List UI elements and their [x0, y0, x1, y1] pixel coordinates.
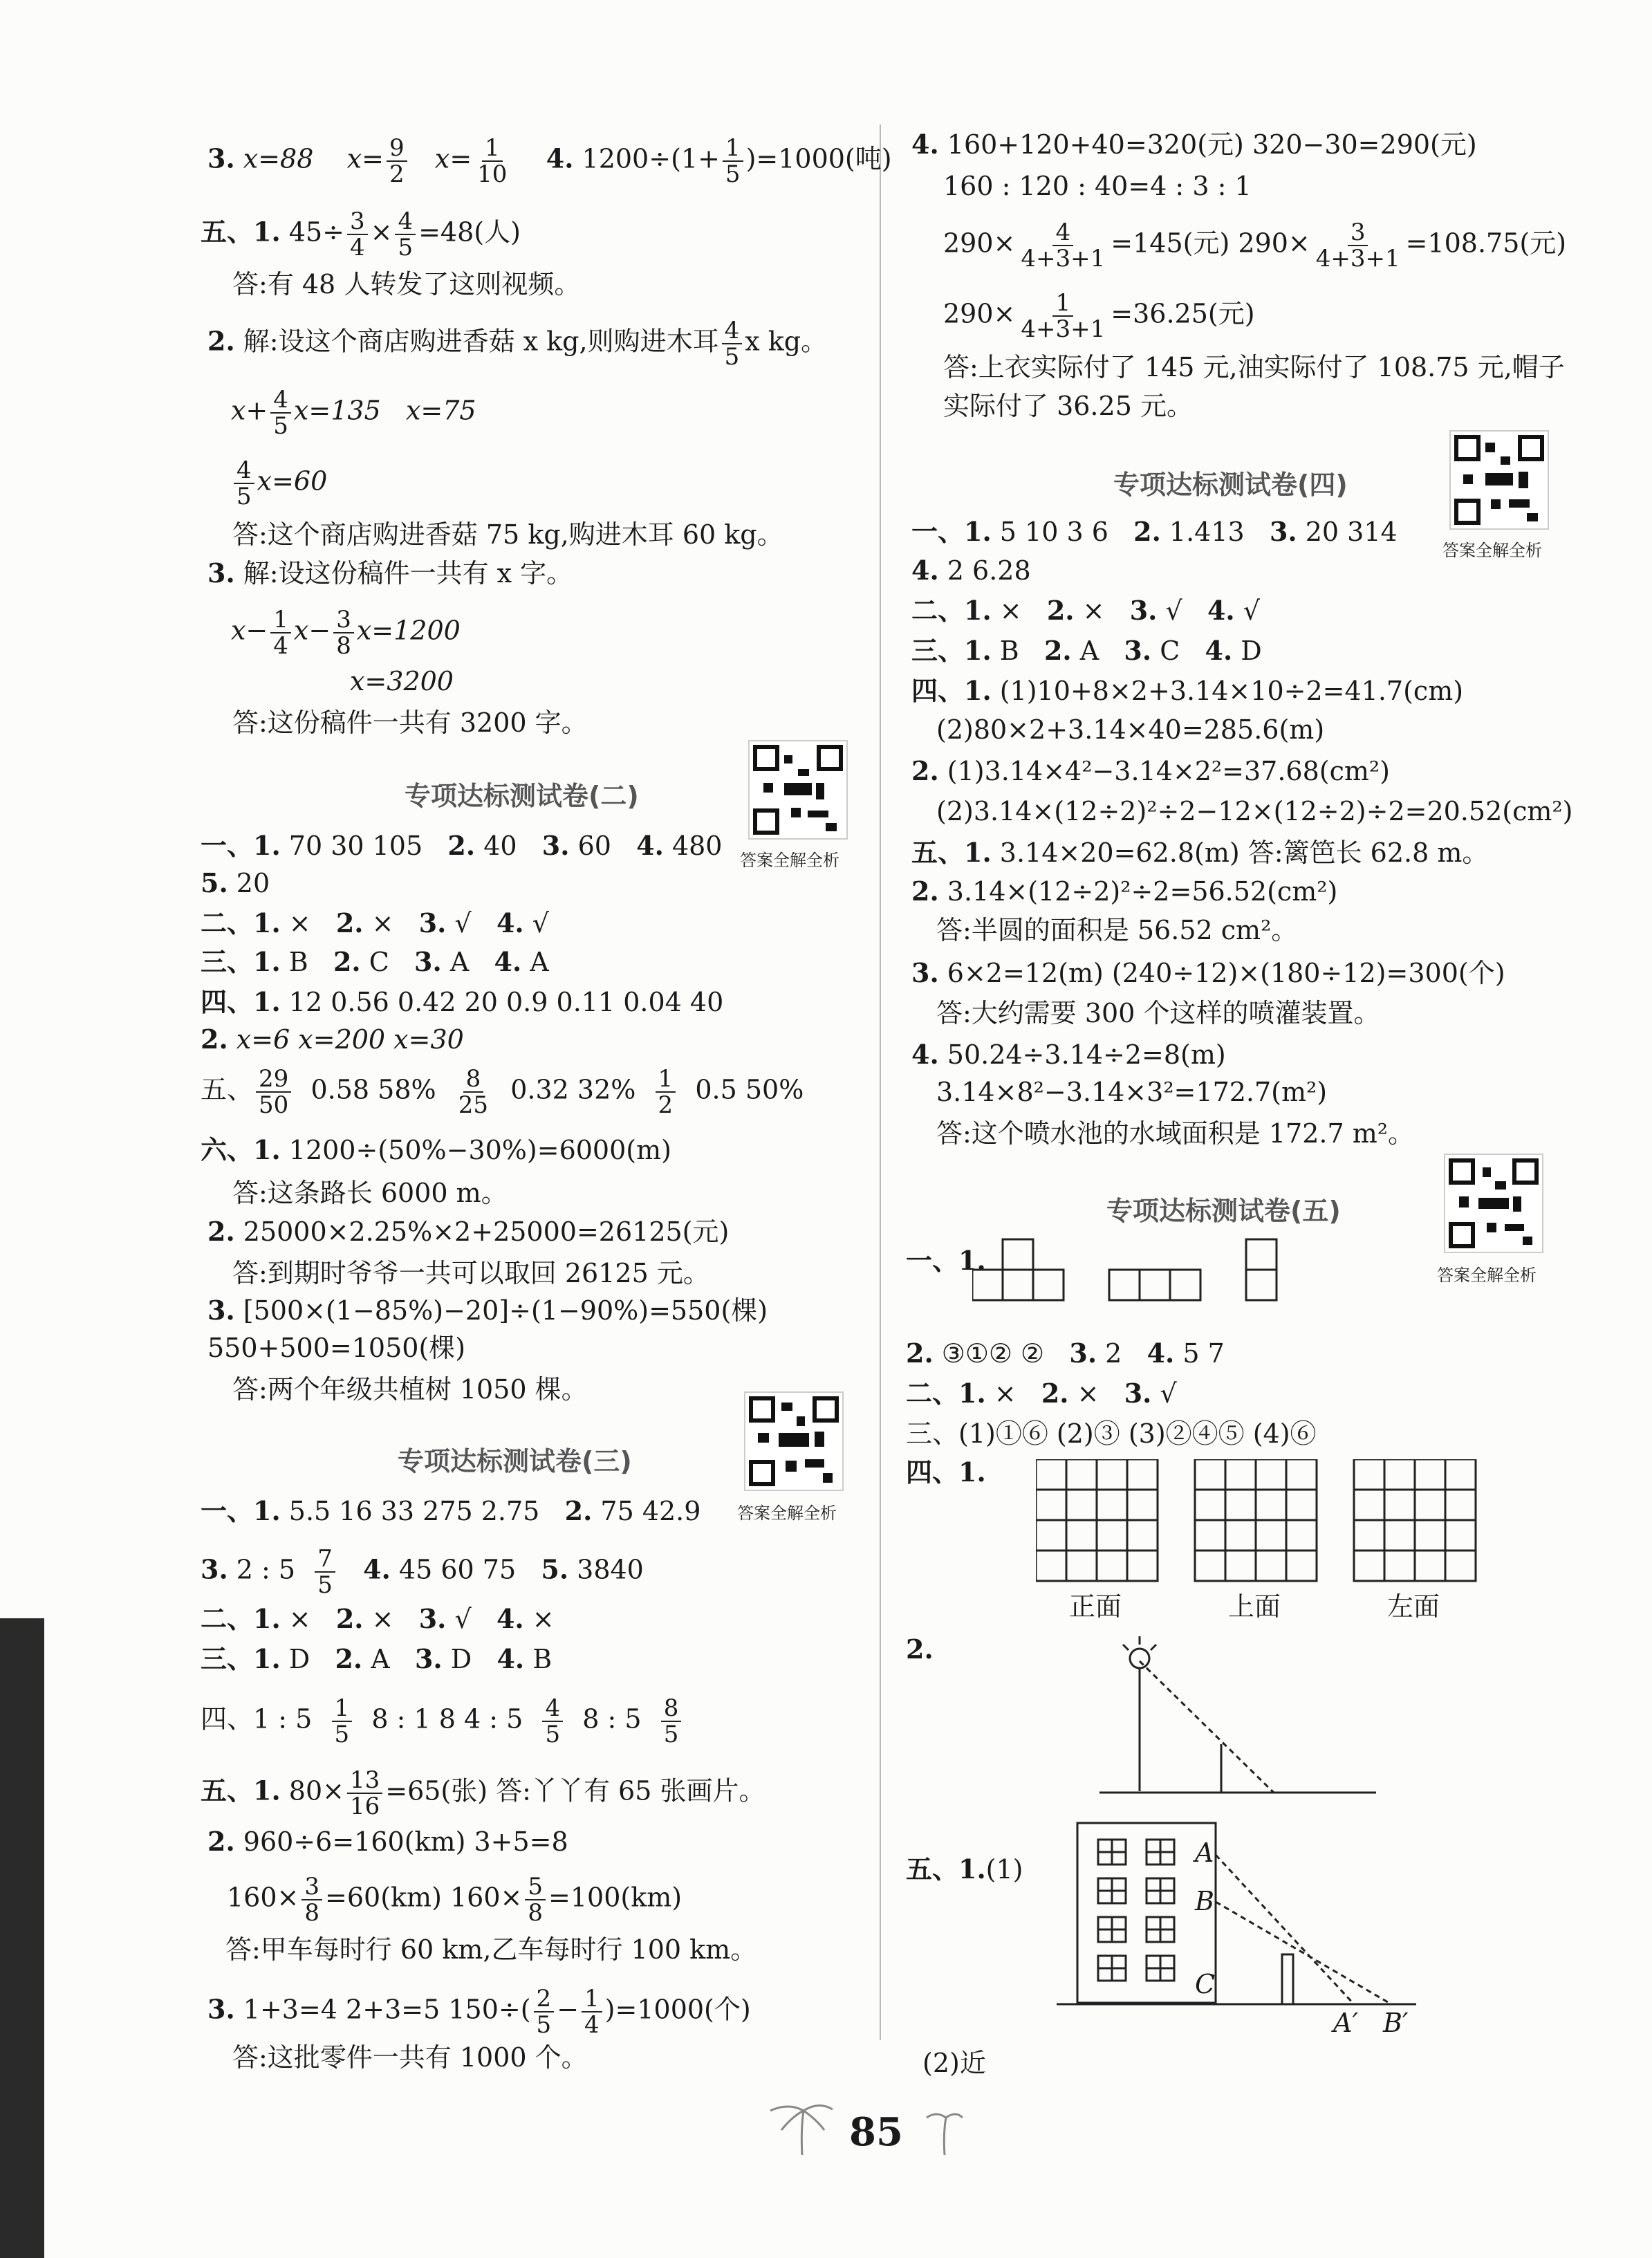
shape-2-cell	[1170, 1270, 1200, 1300]
s2-line-9: 答:这条路长 6000 m。	[232, 1178, 508, 1208]
qr-code-2[interactable]	[748, 740, 848, 840]
s2-line-5: 四、1. 12 0.56 0.42 20 0.9 0.11 0.04 40	[201, 986, 724, 1017]
s4-line-7: 2. (1)3.14×4²−3.14×2²=37.68(cm²)	[911, 755, 1390, 786]
right-line-4: 290× $\frac{1}{4+3+1}$ =36.25(元)	[943, 289, 1255, 343]
left-line-10: x=3200	[350, 666, 454, 696]
qr-caption-2: 答案全解全析	[740, 851, 839, 870]
left-line-6: $\frac{4}{5}$ x=60	[231, 458, 327, 509]
left-line-3: 答:有 48 人转发了这则视频。	[232, 269, 581, 299]
s5-line-6: 2.	[906, 1634, 934, 1665]
s2-line-14: 答:两个年级共植树 1050 棵。	[232, 1374, 588, 1405]
s2-line-13: 550+500=1050(棵)	[207, 1333, 466, 1363]
building-shadow-diagram	[1057, 1819, 1437, 2040]
s2-line-4: 三、1. B 2. C 3. A 4. A	[201, 946, 549, 977]
view-label-left: 左面	[1387, 1591, 1440, 1622]
left-line-9: x− $\frac{1}{4}$ x− $\frac{3}{8}$ x=1200	[231, 606, 461, 660]
section-title-5: 专项达标测试卷(五)	[1106, 1196, 1341, 1226]
s3-line-5: 四、1 : 5 $\frac{1}{5}$ 8 : 1 8 4 : 5 $\frac{4}{5}$ 8 : 5 $\frac{8}{5}$	[201, 1696, 684, 1747]
s3-line-3: 二、1. × 2. × 3. √ 4. ×	[201, 1603, 555, 1634]
right-line-2: 160 : 120 : 40=4 : 3 : 1	[943, 171, 1252, 201]
s4-line-5: 四、1. (1)10+8×2+3.14×10÷2=41.7(cm)	[911, 675, 1464, 706]
s5-line-7: 五、1.(1)	[906, 1853, 1023, 1885]
s5-line-3: 二、1. × 2. × 3. √	[906, 1378, 1177, 1409]
s2-line-3: 二、1. × 2. × 3. √ 4. √	[201, 907, 549, 938]
label-C: C	[1195, 1969, 1216, 1999]
s3-line-9: 答:甲车每时行 60 km,乙车每时行 100 km。	[225, 1934, 757, 1965]
s4-line-11: 答:半圆的面积是 56.52 cm²。	[936, 915, 1298, 945]
qr-caption-5: 答案全解全析	[1437, 1266, 1537, 1285]
s4-line-13: 答:大约需要 300 个这样的喷灌装置。	[936, 998, 1380, 1028]
shape-1-cell	[1033, 1270, 1064, 1300]
s2-line-11: 答:到期时爷爷一共可以取回 26125 元。	[232, 1258, 709, 1288]
s4-line-3: 二、1. × 2. × 3. √ 4. √	[911, 595, 1260, 626]
scan-edge-shadow	[0, 1618, 44, 2258]
shape-2-cell	[1109, 1270, 1140, 1300]
shape-2-cell	[1140, 1270, 1170, 1300]
right-line-5: 答:上衣实际付了 145 元,油实际付了 108.75 元,帽子	[943, 352, 1565, 382]
lamp-shadow-diagram	[1099, 1632, 1390, 1805]
view-grids	[1036, 1459, 1478, 1591]
left-line-7: 答:这个商店购进香菇 75 kg,购进木耳 60 kg。	[232, 519, 783, 550]
left-line-4: 2. 解:设这个商店购进香菇 x kg,则购进木耳 $\frac{4}{5}$ x kg。	[207, 317, 828, 371]
light-ray	[1140, 1661, 1274, 1793]
label-B-prime: B′	[1383, 2008, 1409, 2038]
s3-line-11: 答:这批零件一共有 1000 个。	[232, 2042, 588, 2073]
view-label-top: 上面	[1228, 1591, 1281, 1622]
left-line-5: x+ $\frac{4}{5}$ x=135 x=75	[231, 386, 476, 440]
view-label-front: 正面	[1069, 1591, 1122, 1622]
label-B: B	[1195, 1886, 1214, 1916]
s4-line-2: 4. 2 6.28	[911, 555, 1031, 586]
s2-line-8: 六、1. 1200÷(50%−30%)=6000(m)	[201, 1134, 671, 1165]
s2-line-12: 3. [500×(1−85%)−20]÷(1−90%)=550(棵)	[207, 1295, 768, 1326]
s3-line-8: 160× $\frac{3}{8}$ =60(km) 160× $\frac{5}{8}$ =100(km)	[227, 1873, 683, 1927]
section-title-3: 专项达标测试卷(三)	[398, 1446, 632, 1477]
s5-line-5: 四、1.	[906, 1456, 986, 1488]
s4-line-9: 五、1. 3.14×20=62.8(m) 答:篱笆长 62.8 m。	[911, 837, 1489, 868]
s4-line-4: 三、1. B 2. A 3. C 4. D	[911, 635, 1262, 666]
s4-line-10: 2. 3.14×(12÷2)²÷2=56.52(cm²)	[911, 876, 1338, 907]
s2-line-7: 五、 $\frac{29}{50}$ 0.58 58% $\frac{8}{25}$ 0.32 32% $\frac{1}{2}$ 0.5 50%	[201, 1065, 804, 1119]
page-number: 85	[849, 2109, 903, 2155]
right-line-3: 290× $\frac{4}{4+3+1}$ =145(元) 290× $\frac{3}{4+3+1}$ =108.75(元)	[943, 219, 1567, 272]
qr-caption-4: 答案全解全析	[1442, 541, 1542, 560]
left-line-11: 答:这份稿件一共有 3200 字。	[232, 707, 588, 738]
s4-line-14: 4. 50.24÷3.14÷2=8(m)	[911, 1039, 1226, 1070]
s3-line-1: 一、1. 5.5 16 33 275 2.75 2. 75 42.9	[201, 1495, 701, 1526]
qr-code-3[interactable]	[744, 1391, 844, 1491]
palm-tree-small-icon	[924, 2102, 965, 2158]
s4-line-6: (2)80×2+3.14×40=285.6(m)	[936, 714, 1325, 745]
qr-caption-3: 答案全解全析	[737, 1503, 837, 1523]
left-line-1: 3. x=88 x= $\frac{9}{2}$ x= $\frac{1}{10}$ 4. 1200÷(1+ $\frac{1}{5}$ )=1000(吨)	[207, 134, 892, 188]
label-A: A	[1195, 1838, 1214, 1868]
s5-line-2: 2. ③①② ② 3. 2 4. 5 7	[906, 1338, 1225, 1369]
s4-line-16: 答:这个喷水池的水域面积是 172.7 m²。	[936, 1118, 1415, 1149]
s2-line-2: 5. 20	[201, 867, 270, 898]
s3-line-6: 五、1. 80× $\frac{13}{16}$ =65(张) 答:丫丫有 65 张画片。	[201, 1766, 765, 1820]
section-title-2: 专项达标测试卷(二)	[405, 781, 639, 811]
building-windows	[1098, 1840, 1174, 1981]
column-divider	[880, 124, 881, 2040]
s3-line-2: 3. 2 : 5 $\frac{7}{5}$ 4. 45 60 75 5. 3840	[201, 1545, 644, 1599]
left-line-2: 五、1. 45÷ $\frac{3}{4}$ × $\frac{4}{5}$ =48(人)	[201, 207, 521, 261]
lamp-icon	[1130, 1649, 1149, 1668]
shape-1-cell	[1003, 1239, 1033, 1270]
s5-line-8: (2)近	[922, 2048, 986, 2078]
palm-tree-icon	[761, 2095, 837, 2158]
right-line-1: 4. 160+120+40=320(元) 320−30=290(元)	[911, 129, 1477, 160]
shape-3-cell	[1246, 1270, 1277, 1300]
ray-B	[1216, 1902, 1391, 2004]
s2-line-6: 2. x=6 x=200 x=30	[201, 1024, 464, 1055]
s5-line-1: 一、1.	[906, 1245, 986, 1276]
shape-3-cell	[1246, 1239, 1277, 1270]
section-title-4: 专项达标测试卷(四)	[1113, 470, 1348, 500]
shape-1-cell	[1003, 1270, 1033, 1300]
label-A-prime: A′	[1333, 2008, 1359, 2038]
s4-line-15: 3.14×8²−3.14×3²=172.7(m²)	[936, 1077, 1328, 1107]
qr-code-4[interactable]	[1449, 430, 1549, 530]
s2-line-1: 一、1. 70 30 105 2. 40 3. 60 4. 480	[201, 830, 723, 861]
s3-line-7: 2. 960÷6=160(km) 3+5=8	[207, 1826, 568, 1857]
s2-line-10: 2. 25000×2.25%×2+25000=26125(元)	[207, 1216, 730, 1247]
shape-1-cell	[972, 1270, 1003, 1300]
qr-code-5[interactable]	[1444, 1154, 1543, 1253]
s3-line-10: 3. 1+3=4 2+3=5 150÷( $\frac{2}{5}$ − $\frac{1}{4}$ )=1000(个)	[207, 1985, 751, 2039]
ray-A	[1216, 1855, 1354, 2004]
s4-line-1: 一、1. 5 10 3 6 2. 1.413 3. 20 314	[911, 516, 1398, 547]
right-line-6: 实际付了 36.25 元。	[943, 391, 1193, 421]
left-line-8: 3. 解:设这份稿件一共有 x 字。	[207, 557, 573, 589]
s4-line-12: 3. 6×2=12(m) (240÷12)×(180÷12)=300(个)	[911, 957, 1505, 988]
s3-line-4: 三、1. D 2. A 3. D 4. B	[201, 1643, 553, 1674]
s5-line-4: 三、(1)①⑥ (2)③ (3)②④⑤ (4)⑥	[906, 1418, 1317, 1449]
s4-line-8: (2)3.14×(12÷2)²÷2−12×(12÷2)÷2=20.52(cm²)	[936, 796, 1573, 826]
three-view-shapes	[972, 1235, 1387, 1311]
wall	[1282, 1954, 1293, 2004]
